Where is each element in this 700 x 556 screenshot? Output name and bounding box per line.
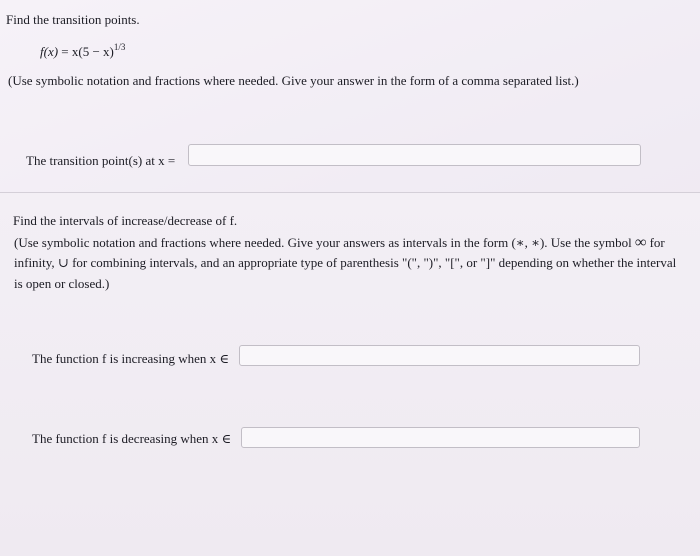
question-prompt-transition-points: Find the transition points.	[6, 12, 140, 27]
formula-exponent: 1/3	[113, 42, 126, 52]
formula-equals: =	[61, 44, 69, 59]
increasing-label: The function f is increasing when x ∈	[32, 351, 229, 366]
instructions-text-b: for	[649, 235, 665, 250]
transition-points-input[interactable]	[188, 144, 641, 166]
decreasing-label: The function f is decreasing when x ∈	[32, 431, 232, 446]
instructions-text-a: (Use symbolic notation and fractions where needed. Give your answers as intervals in the form (∗, ∗). Use the symbol	[14, 235, 632, 250]
infinity-symbol: ∞	[634, 234, 647, 251]
function-formula	[40, 44, 125, 61]
increasing-interval-input[interactable]	[239, 345, 640, 366]
question-prompt-intervals: Find the intervals of increase/decrease of f.	[13, 213, 238, 228]
decreasing-interval-input[interactable]	[241, 427, 640, 448]
instructions-intervals-line2: infinity, ∪ for combining intervals, and an appropriate type of parenthesis "(", ")", "[", or "]" depending on whether the interval	[14, 255, 677, 270]
instructions-intervals-line1	[14, 235, 665, 251]
instructions-transition-points: (Use symbolic notation and fractions where needed. Give your answer in the form of a comma separated list.)	[8, 73, 579, 88]
formula-rhs: x(5 − x)	[71, 44, 114, 59]
formula-lhs: f(x)	[40, 44, 59, 59]
transition-points-label: The transition point(s) at x =	[26, 153, 176, 168]
instructions-intervals-line3: is open or closed.)	[14, 276, 110, 291]
